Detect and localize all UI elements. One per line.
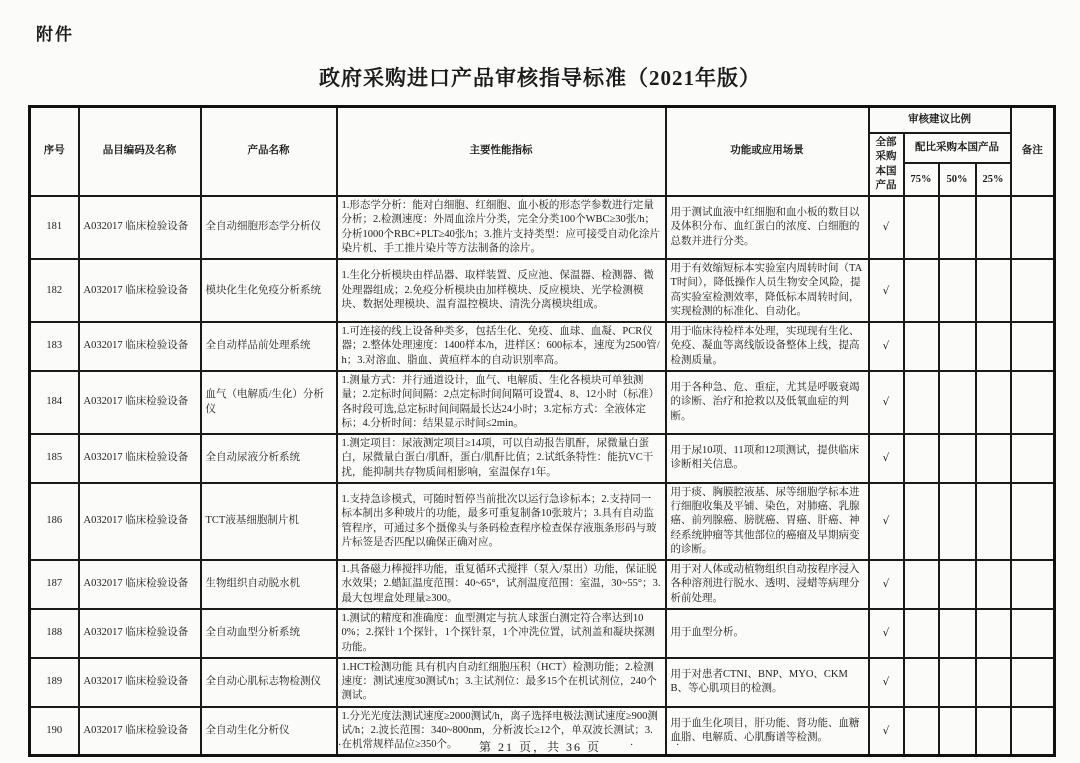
row-performance: 1.HCT检测功能 具有机内自动红细胞压积（HCT）检测功能；2.检测速度：测试速度30测试/h；3.主试剂位：最多15个在机试剂位，240个测试。 xyxy=(337,658,666,707)
row-seq: 181 xyxy=(30,196,79,259)
header-review-ratio-group: 审核建议比例 xyxy=(869,107,1011,134)
row-performance: 1.分光光度法测试速度≥2000测试/h，离子选择电极法测试速度≥900测试/h；2.波长范围：340~800nm，分析波长≥12个，单双波长测试；3.在机常规样品位≥350个。 xyxy=(337,707,666,756)
row-function: 用于临床待检样本处理，实现现有生化、免疫、凝血等离线版设备整体上线，提高检测质量。 xyxy=(666,322,869,371)
page-title: 政府采购进口产品审核指导标准（2021年版） xyxy=(319,66,761,90)
row-item-code: A032017 临床检验设备 xyxy=(79,322,201,371)
row-check-75 xyxy=(904,560,939,609)
row-product-name: 全自动血型分析系统 xyxy=(201,609,337,658)
header-remarks: 备注 xyxy=(1011,107,1055,197)
table-row xyxy=(30,322,1055,371)
row-check-50 xyxy=(939,658,976,707)
row-function: 用于测试血液中红细胞和血小板的数目以及体积分布、血红蛋白的浓度、白细胞的总数并进行分类。 xyxy=(666,196,869,259)
row-item-code: A032017 临床检验设备 xyxy=(79,560,201,609)
row-check-75 xyxy=(904,658,939,707)
row-remark xyxy=(1011,259,1055,322)
table-row xyxy=(30,434,1055,483)
header-seq: 序号 xyxy=(30,107,79,197)
row-item-code: A032017 临床检验设备 xyxy=(79,483,201,560)
table-header xyxy=(30,107,1055,197)
row-performance: 1.具备磁力棒搅拌功能，重复循环式搅拌（泵入/泵出）功能，保证脱水效果；2.蜡缸温度范围：40~65°，试剂温度范围：室温，30~55°；3.最大包埋盒处理量≥300。 xyxy=(337,560,666,609)
table-row xyxy=(30,483,1055,560)
row-check-all-domestic: √ xyxy=(869,658,904,707)
row-remark xyxy=(1011,658,1055,707)
row-remark xyxy=(1011,196,1055,259)
row-check-25 xyxy=(976,483,1011,560)
page-footer xyxy=(0,738,1080,755)
row-check-50 xyxy=(939,434,976,483)
row-check-25 xyxy=(976,560,1011,609)
standards-table xyxy=(28,105,1056,757)
row-check-all-domestic: √ xyxy=(869,707,904,756)
row-performance: 1.测量方式：并行通道设计，血气、电解质、生化各模块可单独测量；2.定标时间间隔：2点定标时间间隔可设置4、8、12小时（标准）各时段可选,总定标时间间隔最长达24小时；3.定标方式：全液体定标；4.分析时间：结果显示时间≤2min。 xyxy=(337,371,666,434)
row-item-code: A032017 临床检验设备 xyxy=(79,371,201,434)
row-function: 用于各种急、危、重症，尤其是呼吸衰竭的诊断、治疗和抢救以及低氧血症的判断。 xyxy=(666,371,869,434)
row-seq: 184 xyxy=(30,371,79,434)
row-check-50 xyxy=(939,560,976,609)
row-seq: 187 xyxy=(30,560,79,609)
row-item-code: A032017 临床检验设备 xyxy=(79,196,201,259)
row-check-75 xyxy=(904,609,939,658)
row-check-all-domestic: √ xyxy=(869,483,904,560)
row-check-50 xyxy=(939,196,976,259)
row-performance: 1.形态学分析：能对白细胞、红细胞、血小板的形态学参数进行定量分析；2.检测速度：外周血涂片分类，完全分类100个WBC≥30张/h；分析1000个RBC+PLT≥40张/h；3.推片支持类型：应可接受自动化涂片染片机、手工推片染片等方法制备的涂片。 xyxy=(337,196,666,259)
row-seq: 188 xyxy=(30,609,79,658)
row-remark xyxy=(1011,371,1055,434)
table-row xyxy=(30,196,1055,259)
row-remark xyxy=(1011,483,1055,560)
row-function: 用于对患者CTNI、BNP、MYO、CKMB、等心肌项目的检测。 xyxy=(666,658,869,707)
row-function: 用于有效缩短标本实验室内周转时间（TAT时间），降低操作人员生物安全风险，提高实验室检测效率，降低标本周转时间，实现检测的标准化、自动化。 xyxy=(666,259,869,322)
row-check-75 xyxy=(904,434,939,483)
row-check-25 xyxy=(976,609,1011,658)
row-check-all-domestic: √ xyxy=(869,371,904,434)
row-product-name: 全自动样品前处理系统 xyxy=(201,322,337,371)
page-number: 第 21 页，共 36 页 xyxy=(478,740,601,754)
row-remark xyxy=(1011,434,1055,483)
table-row xyxy=(30,560,1055,609)
row-product-name: 全自动生化分析仪 xyxy=(201,707,337,756)
row-check-50 xyxy=(939,371,976,434)
row-function: 用于对人体或动植物组织自动按程序浸入各种溶剂进行脱水、透明、浸蜡等病理分析前处理。 xyxy=(666,560,869,609)
row-remark xyxy=(1011,322,1055,371)
row-check-all-domestic: √ xyxy=(869,560,904,609)
row-seq: 189 xyxy=(30,658,79,707)
row-remark xyxy=(1011,609,1055,658)
row-function: 用于血型分析。 xyxy=(666,609,869,658)
footer-dot: · xyxy=(676,740,680,751)
table-row xyxy=(30,259,1055,322)
row-check-25 xyxy=(976,196,1011,259)
header-item-code: 品目编码及名称 xyxy=(79,107,201,197)
row-function: 用于尿10项、11项和12项测试，提供临床诊断相关信息。 xyxy=(666,434,869,483)
row-product-name: 全自动尿液分析系统 xyxy=(201,434,337,483)
row-seq: 185 xyxy=(30,434,79,483)
row-check-75 xyxy=(904,371,939,434)
row-seq: 183 xyxy=(30,322,79,371)
row-product-name: TCT液基细胞制片机 xyxy=(201,483,337,560)
row-product-name: 模块化生化免疫分析系统 xyxy=(201,259,337,322)
attachment-label: 附件 xyxy=(36,25,74,44)
row-product-name: 全自动细胞形态学分析仪 xyxy=(201,196,337,259)
row-check-75 xyxy=(904,196,939,259)
row-performance: 1.测定项目：尿液测定项目≥14项，可以自动报告肌酐，尿微量白蛋白，尿微量白蛋白/肌酐，蛋白/肌酐比值；2.试纸条特性：能抗VC干扰，能抑制共存物质间相影响，室温保存1年。 xyxy=(337,434,666,483)
header-product-name: 产品名称 xyxy=(201,107,337,197)
row-check-50 xyxy=(939,483,976,560)
row-check-50 xyxy=(939,259,976,322)
row-product-name: 全自动心肌标志物检测仪 xyxy=(201,658,337,707)
row-check-25 xyxy=(976,434,1011,483)
header-proportional-group: 配比采购本国产品 xyxy=(904,133,1011,163)
row-check-75 xyxy=(904,322,939,371)
row-performance: 1.测试的精度和准确度：血型测定与抗人球蛋白测定符合率达到100%；2.探针 1个探针，1个探针泵，1个冲洗位置，试剂盖和凝块探测功能。 xyxy=(337,609,666,658)
row-remark xyxy=(1011,560,1055,609)
header-p50: 50% xyxy=(939,163,976,196)
row-check-25 xyxy=(976,371,1011,434)
table-row xyxy=(30,609,1055,658)
table-row xyxy=(30,658,1055,707)
row-performance: 1.生化分析模块由样品器、取样装置、反应池、保温器、检测器、微处理器组成；2.免疫分析模块由加样模块、反应模块、光学检测模块、数据处理模块、温育温控模块、清洗分离模块组成。 xyxy=(337,259,666,322)
row-item-code: A032017 临床检验设备 xyxy=(79,658,201,707)
row-performance: 1.可连接的线上设备种类多，包括生化、免疫、血球、血凝、PCR仪器；2.整体处理速度：1400样本/h，进样区：600标本，速度为2500管/h；3.对溶血、脂血、黄疸样本的自动识别率高。 xyxy=(337,322,666,371)
row-seq: 186 xyxy=(30,483,79,560)
row-check-75 xyxy=(904,483,939,560)
footer-dot: · xyxy=(630,740,634,751)
row-check-50 xyxy=(939,609,976,658)
header-p75: 75% xyxy=(904,163,939,196)
row-function: 用于血生化项目，肝功能、肾功能、血糖血脂、电解质、心肌酶谱等检测。 xyxy=(666,707,869,756)
row-item-code: A032017 临床检验设备 xyxy=(79,434,201,483)
footer-dot: · xyxy=(338,740,342,751)
row-check-75 xyxy=(904,259,939,322)
header-all-domestic: 全部采购本国产品 xyxy=(869,133,904,196)
row-check-all-domestic: √ xyxy=(869,259,904,322)
row-check-25 xyxy=(976,658,1011,707)
header-performance: 主要性能指标 xyxy=(337,107,666,197)
row-seq: 182 xyxy=(30,259,79,322)
row-check-25 xyxy=(976,322,1011,371)
row-item-code: A032017 临床检验设备 xyxy=(79,259,201,322)
row-check-all-domestic: √ xyxy=(869,434,904,483)
row-check-all-domestic: √ xyxy=(869,609,904,658)
row-item-code: A032017 临床检验设备 xyxy=(79,609,201,658)
header-function-scene: 功能或应用场景 xyxy=(666,107,869,197)
row-check-all-domestic: √ xyxy=(869,196,904,259)
row-item-code: A032017 临床检验设备 xyxy=(79,707,201,756)
row-check-50 xyxy=(939,322,976,371)
row-product-name: 生物组织自动脱水机 xyxy=(201,560,337,609)
row-check-all-domestic: √ xyxy=(869,322,904,371)
row-seq: 190 xyxy=(30,707,79,756)
row-performance: 1.支持急诊模式，可随时暂停当前批次以运行急诊标本；2.支持同一标本制出多种玻片的功能，最多可重复制备10张玻片；3.具有自动监管程序，可通过多个摄像头与条码检查程序检查保存液瓶条形码与玻片标签是否匹配以确保正确对应。 xyxy=(337,483,666,560)
table-row xyxy=(30,371,1055,434)
header-p25: 25% xyxy=(976,163,1011,196)
row-product-name: 血气（电解质/生化）分析仪 xyxy=(201,371,337,434)
row-check-25 xyxy=(976,259,1011,322)
row-function: 用于痰、胸膜腔液基、尿等细胞学标本进行细胞收集及平铺、染色，对肺癌、乳腺癌、前列腺癌、膀胱癌、胃癌、肝癌、神经系统肿瘤等其他部位的癌瘤及早期病变的诊断。 xyxy=(666,483,869,560)
table-body xyxy=(30,196,1055,756)
